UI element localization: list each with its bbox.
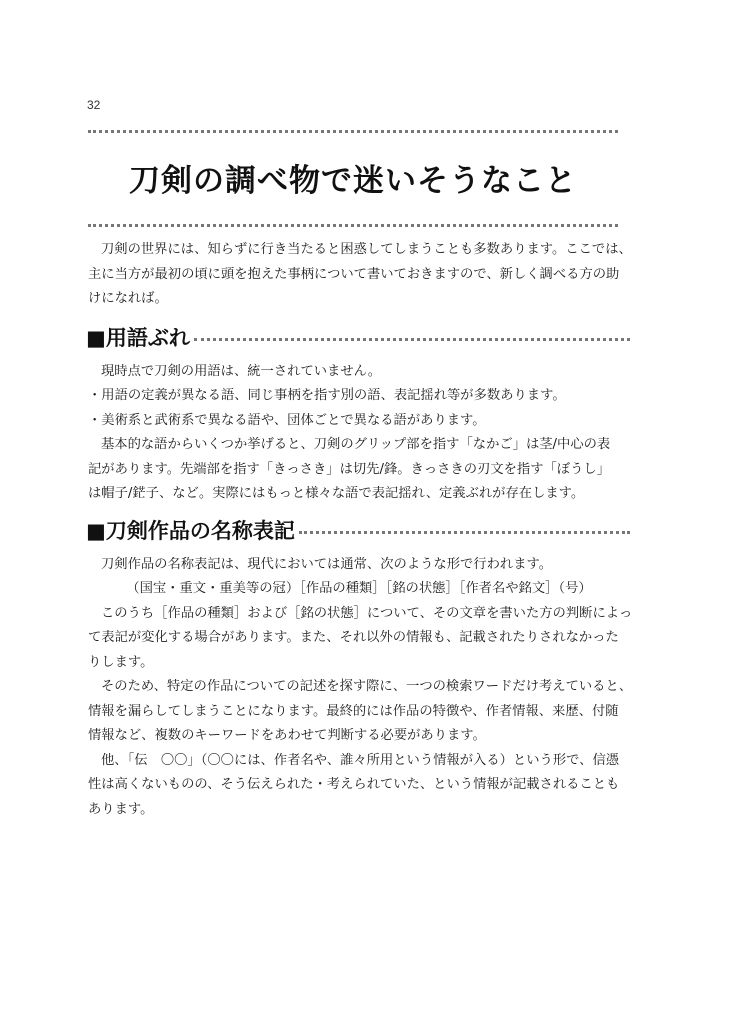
format-line: （国宝・重文・重美等の冠）［作品の種類］［銘の状態］［作者名や銘文］（号） [126,581,592,596]
section-heading-label: ■用語ぶれ [86,325,190,350]
bullet-line: ・美術系と武術系で異なる語や、団体ごとで異なる語があります。 [88,412,486,428]
section-heading-label: ■刀剣作品の名称表記 [86,518,295,543]
intro-line: 主に当方が最初の頃に頭を抱えた事柄について書いておきますので、新しく調べる方の助 [88,266,620,282]
section-heading-meisho [86,513,630,547]
body-line: は帽子/鋩子、など。実際にはもっと様々な語で表記揺れ、定義ぶれが存在します。 [88,486,585,501]
title-rule-bottom [88,224,618,227]
body-line: 刀剣作品の名称表記は、現代においては通常、次のような形で行われます。 [101,556,553,572]
content-body [86,238,633,822]
heading-dotted-rule [194,338,630,341]
intro-line: 刀剣の世界には、知らずに行き当たると困惑してしまうことも多数あります。ここでは、 [101,242,632,257]
body-line: あります。 [88,801,154,817]
title-rule-top [88,130,618,133]
body-line: 情報など、複数のキーワードをあわせて判断する必要があります。 [88,728,486,743]
bullet-line: ・用語の定義が異なる語、同じ事柄を指す別の語、表記揺れ等が多数あります。 [88,388,566,403]
heading-dotted-rule [299,531,630,534]
page-title: 刀剣の調べ物で迷いそうなこと [129,163,577,199]
body-line: 現時点で刀剣の用語は、統一されていません。 [101,363,382,379]
body-line: りします。 [88,654,154,670]
page-number: 32 [87,98,101,112]
body-line: 記があります。先端部を指す「きっさき」は切先/鋒。きっさきの刃文を指す「ぼうし」 [88,461,610,477]
section-heading-yougo [86,320,630,354]
intro-line: けになれば。 [88,291,168,306]
body-line: 性は高くないものの、そう伝えられた・考えられていた、という情報が記載されることも [88,777,620,792]
body-line: そのため、特定の作品についての記述を探す際に、一つの検索ワードだけ考えていると、 [101,679,633,694]
body-line: て表記が変化する場合があります。また、それ以外の情報も、記載されたりされなかった [88,630,619,645]
body-line: このうち［作品の種類］および［銘の状態］について、その文章を書いた方の判断によっ [101,605,633,621]
body-line: 情報を漏らしてしまうことになります。最終的には作品の特徴や、作者情報、来歴、付随 [88,703,619,719]
body-line: 他、「伝 〇〇」（〇〇には、作者名や、誰々所用という情報が入る）という形で、信憑 [101,752,620,768]
body-line: 基本的な語からいくつか挙げると、刀剣のグリップ部を指す「なかご」は茎/中心の表 [101,437,611,452]
